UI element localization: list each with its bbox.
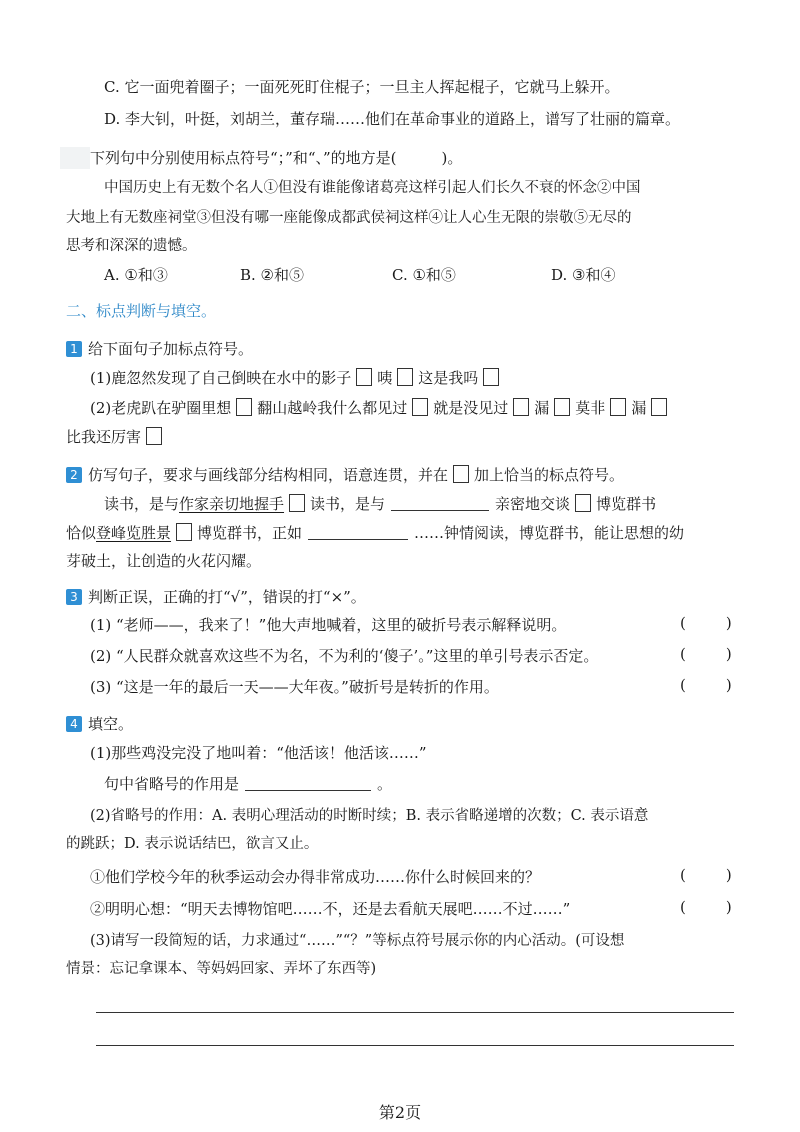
q1-s1-part3: 这是我吗 bbox=[418, 369, 479, 387]
punct-box[interactable] bbox=[236, 398, 252, 416]
punct-box[interactable] bbox=[176, 523, 192, 541]
q4-number: 4 bbox=[66, 716, 82, 732]
passage-line-3: 思考和深深的遗憾。 bbox=[66, 238, 197, 254]
q4-p1-period: 。 bbox=[377, 775, 393, 793]
q2-l2-a: 恰似 bbox=[66, 524, 97, 542]
q1-s1-part2: 咦 bbox=[377, 369, 393, 387]
q4-p3-line-2: 情景：忘记拿课本、等妈妈回家、弄坏了东西等) bbox=[66, 961, 377, 977]
q1-s2-part3: 就是没见过 bbox=[433, 399, 509, 417]
choice-c[interactable]: C. ①和⑤ bbox=[392, 266, 456, 284]
q2-l2-underlined: 登峰览胜景 bbox=[96, 524, 172, 542]
q3-stem bbox=[66, 586, 366, 608]
q2-stem-a: 仿写句子，要求与画线部分结构相同，语意连贯，并在 bbox=[88, 466, 449, 484]
q1-s2-part4: 漏 bbox=[534, 399, 550, 417]
punct-box[interactable] bbox=[356, 368, 372, 386]
q4-p2-item-2: ②明明心想：“明天去博物馆吧……不，还是去看航天展吧……不过……” bbox=[90, 900, 571, 918]
q3-item-1: (1) “老师——，我来了！”他大声地喊着，这里的破折号表示解释说明。 bbox=[90, 616, 567, 634]
q4-p1-fill bbox=[104, 773, 392, 795]
q2-l2-c: ……钟情阅读，博览群书，能让思想的幼 bbox=[414, 524, 685, 542]
q3-paren-3[interactable]: ( ) bbox=[680, 676, 732, 694]
q4-stem bbox=[66, 713, 133, 735]
q1-s2-part5: 莫非 bbox=[575, 399, 606, 417]
q2-stem-b: 加上恰当的标点符号。 bbox=[474, 466, 625, 484]
q2-stem bbox=[66, 464, 624, 486]
write-blank[interactable] bbox=[391, 510, 489, 511]
q4-p1-fill-text: 句中省略号的作用是 bbox=[104, 775, 240, 793]
q2-l1-a: 读书，是与 bbox=[104, 495, 180, 513]
q4-p2-line-2: 的跳跃；D. 表示说话结巴，欲言又止。 bbox=[66, 836, 319, 852]
page-number: 第2页 bbox=[378, 1103, 422, 1122]
q1-sentence-2 bbox=[90, 397, 672, 419]
q2-line-3: 芽破土，让创造的火花闪耀。 bbox=[66, 552, 262, 570]
q2-number: 2 bbox=[66, 467, 82, 483]
q1-s2-part1: (2)老虎趴在驴圈里想 bbox=[90, 399, 232, 417]
q3-number: 3 bbox=[66, 589, 82, 605]
q4-paren-1[interactable]: ( ) bbox=[680, 866, 732, 884]
question-marker bbox=[60, 147, 90, 169]
punct-box[interactable] bbox=[651, 398, 667, 416]
q1-sentence-2-cont bbox=[66, 426, 167, 448]
q3-paren-2[interactable]: ( ) bbox=[680, 645, 732, 663]
q2-l1-d: 博览群书 bbox=[596, 495, 657, 513]
q3-stem-text: 判断正误，正确的打“√”，错误的打“×”。 bbox=[88, 588, 366, 606]
punct-box[interactable] bbox=[412, 398, 428, 416]
q1-sentence-1 bbox=[90, 367, 504, 389]
q4-p3-line-1: (3)请写一段简短的话，力求通过“……”“？”等标点符号展示你的内心活动。(可设想 bbox=[90, 933, 625, 949]
section-title: 二、标点判断与填空。 bbox=[66, 302, 217, 320]
q4-paren-2[interactable]: ( ) bbox=[680, 898, 732, 916]
q2-l1-b: 读书，是与 bbox=[310, 495, 386, 513]
option-d: D. 李大钊，叶挺，刘胡兰，董存瑞……他们在革命事业的道路上，谱写了壮丽的篇章。 bbox=[104, 110, 681, 128]
q2-l1-c: 亲密地交谈 bbox=[495, 495, 571, 513]
q3-item-2: (2) “人民群众就喜欢这些不为名，不为利的‘傻子’。”这里的单引号表示否定。 bbox=[90, 647, 599, 665]
q1-s2-part6: 漏 bbox=[631, 399, 647, 417]
q1-stem-text: 给下面句子加标点符号。 bbox=[88, 340, 254, 358]
punct-box[interactable] bbox=[483, 368, 499, 386]
punct-box[interactable] bbox=[554, 398, 570, 416]
q2-l1-underlined: 作家亲切地握手 bbox=[179, 495, 285, 513]
punct-box[interactable] bbox=[513, 398, 529, 416]
q2-l2-b: 博览群书，正如 bbox=[197, 524, 303, 542]
box-symbol bbox=[453, 465, 469, 483]
q1-s2-cont-text: 比我还厉害 bbox=[66, 428, 142, 446]
write-blank[interactable] bbox=[245, 790, 371, 791]
q2-line-2 bbox=[66, 522, 684, 544]
punct-box[interactable] bbox=[397, 368, 413, 386]
q1-s2-part2: 翻山越岭我什么都见过 bbox=[257, 399, 408, 417]
choice-d[interactable]: D. ③和④ bbox=[551, 266, 616, 284]
passage-line-1: 中国历史上有无数个名人①但没有谁能像诸葛亮这样引起人们长久不衰的怀念②中国 bbox=[104, 180, 641, 196]
punct-question-stem: 下列句中分别使用标点符号“；”和“、”的地方是( )。 bbox=[90, 149, 463, 167]
choice-a[interactable]: A. ①和③ bbox=[104, 266, 168, 284]
choice-b[interactable]: B. ②和⑤ bbox=[240, 266, 305, 284]
q1-stem bbox=[66, 338, 253, 360]
q4-p2-line-1: (2)省略号的作用：A. 表明心理活动的时断时续；B. 表示省略递增的次数；C. 表示语意 bbox=[90, 808, 649, 824]
q1-s1-part1: (1)鹿忽然发现了自己倒映在水中的影子 bbox=[90, 369, 352, 387]
punct-box[interactable] bbox=[289, 494, 305, 512]
q3-paren-1[interactable]: ( ) bbox=[680, 614, 732, 632]
q1-number: 1 bbox=[66, 341, 82, 357]
punct-box[interactable] bbox=[146, 427, 162, 445]
q4-p2-item-1: ①他们学校今年的秋季运动会办得非常成功……你什么时候回来的？ bbox=[90, 868, 541, 886]
q4-p1: (1)那些鸡没完没了地叫着：“他活该！他活该……” bbox=[90, 744, 427, 762]
option-c: C. 它一面兜着圈子；一面死死盯住棍子；一旦主人挥起棍子，它就马上躲开。 bbox=[104, 78, 620, 96]
q2-line-1 bbox=[104, 493, 656, 515]
punct-box[interactable] bbox=[610, 398, 626, 416]
answer-line[interactable] bbox=[96, 1045, 734, 1046]
write-blank[interactable] bbox=[308, 539, 408, 540]
q4-stem-text: 填空。 bbox=[88, 715, 134, 733]
answer-line[interactable] bbox=[96, 1012, 734, 1013]
q3-item-3: (3) “这是一年的最后一天——大年夜。”破折号是转折的作用。 bbox=[90, 678, 499, 696]
punct-box[interactable] bbox=[575, 494, 591, 512]
passage-line-2: 大地上有无数座祠堂③但没有哪一座能像成都武侯祠这样④让人心生无限的崇敬⑤无尽的 bbox=[66, 210, 632, 226]
